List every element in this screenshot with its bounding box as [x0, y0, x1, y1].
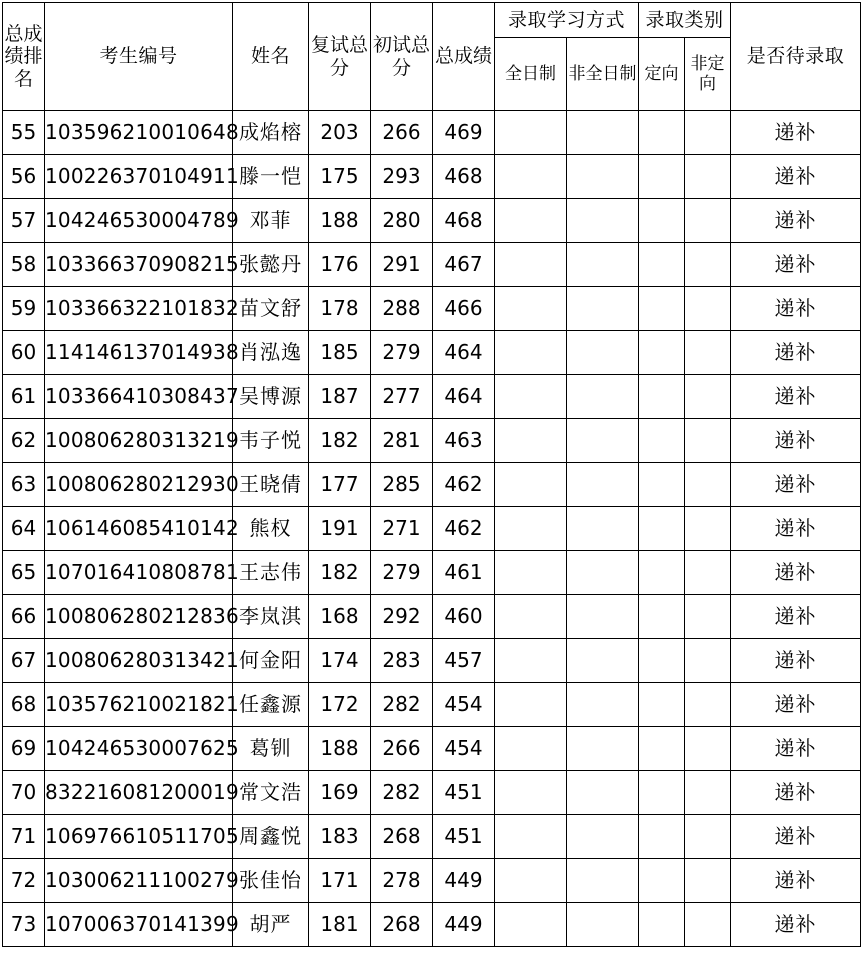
header-admission-type-directed: 定向 [639, 38, 685, 111]
cell-initial-score: 282 [371, 683, 433, 727]
cell-name: 苗文舒 [233, 287, 309, 331]
cell-initial-score: 288 [371, 287, 433, 331]
cell-status: 递补 [731, 111, 861, 155]
cell-status: 递补 [731, 243, 861, 287]
cell-retest-score: 171 [309, 859, 371, 903]
table-row [3, 551, 861, 595]
cell-admission-nondirected [685, 463, 731, 507]
cell-initial-score: 291 [371, 243, 433, 287]
cell-study-mode-parttime [567, 419, 639, 463]
cell-admission-directed [639, 859, 685, 903]
cell-status: 递补 [731, 903, 861, 947]
table-row [3, 859, 861, 903]
cell-admission-nondirected [685, 683, 731, 727]
cell-candidate-id: 832216081200019 [45, 771, 233, 815]
header-initial-score: 初试总分 [371, 3, 433, 111]
cell-admission-nondirected [685, 551, 731, 595]
header-study-mode-parttime: 非全日制 [567, 38, 639, 111]
cell-candidate-id: 103366322101832 [45, 287, 233, 331]
cell-admission-directed [639, 463, 685, 507]
cell-study-mode-parttime [567, 331, 639, 375]
cell-rank: 69 [3, 727, 45, 771]
cell-rank: 58 [3, 243, 45, 287]
cell-study-mode-fulltime [495, 199, 567, 243]
cell-candidate-id: 104246530004789 [45, 199, 233, 243]
cell-initial-score: 283 [371, 639, 433, 683]
cell-status: 递补 [731, 771, 861, 815]
cell-status: 递补 [731, 463, 861, 507]
header-study-mode-group: 录取学习方式 [495, 3, 639, 38]
cell-total-score: 462 [433, 463, 495, 507]
cell-initial-score: 266 [371, 727, 433, 771]
cell-candidate-id: 107016410808781 [45, 551, 233, 595]
cell-admission-directed [639, 771, 685, 815]
cell-admission-nondirected [685, 771, 731, 815]
cell-initial-score: 285 [371, 463, 433, 507]
cell-name: 王志伟 [233, 551, 309, 595]
cell-admission-directed [639, 111, 685, 155]
cell-study-mode-parttime [567, 551, 639, 595]
cell-retest-score: 169 [309, 771, 371, 815]
cell-rank: 62 [3, 419, 45, 463]
cell-status: 递补 [731, 683, 861, 727]
cell-rank: 72 [3, 859, 45, 903]
cell-initial-score: 271 [371, 507, 433, 551]
cell-admission-directed [639, 199, 685, 243]
cell-candidate-id: 114146137014938 [45, 331, 233, 375]
cell-retest-score: 183 [309, 815, 371, 859]
cell-study-mode-fulltime [495, 331, 567, 375]
cell-total-score: 457 [433, 639, 495, 683]
cell-retest-score: 188 [309, 199, 371, 243]
cell-total-score: 466 [433, 287, 495, 331]
cell-initial-score: 280 [371, 199, 433, 243]
cell-study-mode-parttime [567, 111, 639, 155]
cell-rank: 67 [3, 639, 45, 683]
cell-initial-score: 268 [371, 903, 433, 947]
table-header-row-1 [3, 3, 861, 38]
cell-initial-score: 278 [371, 859, 433, 903]
cell-admission-directed [639, 815, 685, 859]
cell-rank: 63 [3, 463, 45, 507]
cell-initial-score: 268 [371, 815, 433, 859]
cell-admission-nondirected [685, 639, 731, 683]
cell-initial-score: 282 [371, 771, 433, 815]
table-body [3, 111, 861, 947]
cell-retest-score: 185 [309, 331, 371, 375]
cell-rank: 61 [3, 375, 45, 419]
cell-candidate-id: 104246530007625 [45, 727, 233, 771]
cell-name: 王晓倩 [233, 463, 309, 507]
header-admission-type-group: 录取类别 [639, 3, 731, 38]
table-row [3, 815, 861, 859]
cell-name: 韦子悦 [233, 419, 309, 463]
cell-name: 李岚淇 [233, 595, 309, 639]
cell-study-mode-fulltime [495, 639, 567, 683]
cell-study-mode-fulltime [495, 903, 567, 947]
cell-name: 张佳怡 [233, 859, 309, 903]
cell-status: 递补 [731, 815, 861, 859]
cell-name: 张懿丹 [233, 243, 309, 287]
cell-candidate-id: 103366410308437 [45, 375, 233, 419]
table-row [3, 903, 861, 947]
header-total-score: 总成绩 [433, 3, 495, 111]
cell-rank: 65 [3, 551, 45, 595]
cell-status: 递补 [731, 859, 861, 903]
cell-retest-score: 174 [309, 639, 371, 683]
cell-study-mode-parttime [567, 375, 639, 419]
cell-rank: 73 [3, 903, 45, 947]
cell-candidate-id: 100806280212930 [45, 463, 233, 507]
cell-rank: 55 [3, 111, 45, 155]
cell-study-mode-fulltime [495, 859, 567, 903]
cell-study-mode-fulltime [495, 155, 567, 199]
cell-study-mode-parttime [567, 595, 639, 639]
cell-status: 递补 [731, 551, 861, 595]
cell-initial-score: 279 [371, 551, 433, 595]
cell-study-mode-fulltime [495, 683, 567, 727]
cell-admission-directed [639, 683, 685, 727]
cell-rank: 66 [3, 595, 45, 639]
cell-admission-nondirected [685, 815, 731, 859]
cell-study-mode-parttime [567, 463, 639, 507]
cell-status: 递补 [731, 287, 861, 331]
cell-study-mode-fulltime [495, 375, 567, 419]
cell-status: 递补 [731, 507, 861, 551]
cell-name: 肖泓逸 [233, 331, 309, 375]
table-row [3, 243, 861, 287]
cell-retest-score: 177 [309, 463, 371, 507]
cell-admission-nondirected [685, 287, 731, 331]
cell-candidate-id: 103366370908215 [45, 243, 233, 287]
cell-candidate-id: 107006370141399 [45, 903, 233, 947]
cell-rank: 57 [3, 199, 45, 243]
cell-name: 周鑫悦 [233, 815, 309, 859]
cell-total-score: 467 [433, 243, 495, 287]
cell-admission-nondirected [685, 903, 731, 947]
cell-candidate-id: 103006211100279 [45, 859, 233, 903]
cell-study-mode-parttime [567, 199, 639, 243]
cell-study-mode-parttime [567, 287, 639, 331]
cell-candidate-id: 103576210021821 [45, 683, 233, 727]
header-name: 姓名 [233, 3, 309, 111]
cell-total-score: 464 [433, 331, 495, 375]
cell-retest-score: 191 [309, 507, 371, 551]
cell-study-mode-fulltime [495, 463, 567, 507]
cell-retest-score: 168 [309, 595, 371, 639]
cell-study-mode-parttime [567, 639, 639, 683]
cell-name: 何金阳 [233, 639, 309, 683]
cell-candidate-id: 100226370104911 [45, 155, 233, 199]
cell-name: 葛钏 [233, 727, 309, 771]
cell-retest-score: 181 [309, 903, 371, 947]
cell-total-score: 460 [433, 595, 495, 639]
cell-status: 递补 [731, 199, 861, 243]
table-row [3, 419, 861, 463]
cell-study-mode-fulltime [495, 551, 567, 595]
cell-retest-score: 182 [309, 419, 371, 463]
cell-total-score: 449 [433, 903, 495, 947]
cell-total-score: 469 [433, 111, 495, 155]
cell-admission-nondirected [685, 199, 731, 243]
table-row [3, 727, 861, 771]
cell-rank: 59 [3, 287, 45, 331]
cell-retest-score: 176 [309, 243, 371, 287]
cell-retest-score: 187 [309, 375, 371, 419]
cell-initial-score: 281 [371, 419, 433, 463]
cell-admission-nondirected [685, 859, 731, 903]
cell-admission-nondirected [685, 111, 731, 155]
cell-retest-score: 203 [309, 111, 371, 155]
header-status: 是否待录取 [731, 3, 861, 111]
cell-admission-directed [639, 551, 685, 595]
cell-study-mode-fulltime [495, 287, 567, 331]
cell-status: 递补 [731, 639, 861, 683]
table-row [3, 287, 861, 331]
cell-admission-nondirected [685, 419, 731, 463]
cell-total-score: 449 [433, 859, 495, 903]
cell-study-mode-fulltime [495, 507, 567, 551]
cell-study-mode-fulltime [495, 815, 567, 859]
cell-candidate-id: 103596210010648 [45, 111, 233, 155]
cell-name: 成焰榕 [233, 111, 309, 155]
cell-study-mode-parttime [567, 683, 639, 727]
cell-study-mode-fulltime [495, 595, 567, 639]
header-rank: 总成绩排名 [3, 3, 45, 111]
cell-name: 任鑫源 [233, 683, 309, 727]
cell-admission-directed [639, 375, 685, 419]
cell-admission-nondirected [685, 155, 731, 199]
cell-initial-score: 293 [371, 155, 433, 199]
cell-retest-score: 182 [309, 551, 371, 595]
cell-name: 吴博源 [233, 375, 309, 419]
admission-score-table [2, 2, 861, 947]
cell-study-mode-fulltime [495, 771, 567, 815]
cell-study-mode-parttime [567, 903, 639, 947]
cell-total-score: 461 [433, 551, 495, 595]
cell-admission-directed [639, 331, 685, 375]
cell-retest-score: 175 [309, 155, 371, 199]
cell-admission-directed [639, 639, 685, 683]
cell-admission-directed [639, 903, 685, 947]
table-row [3, 155, 861, 199]
cell-initial-score: 292 [371, 595, 433, 639]
cell-total-score: 468 [433, 155, 495, 199]
cell-admission-directed [639, 287, 685, 331]
cell-admission-nondirected [685, 243, 731, 287]
cell-study-mode-parttime [567, 771, 639, 815]
cell-retest-score: 172 [309, 683, 371, 727]
header-admission-type-nondirected: 非定向 [685, 38, 731, 111]
cell-study-mode-parttime [567, 243, 639, 287]
cell-retest-score: 188 [309, 727, 371, 771]
table-row [3, 199, 861, 243]
cell-name: 熊权 [233, 507, 309, 551]
cell-status: 递补 [731, 419, 861, 463]
cell-total-score: 451 [433, 771, 495, 815]
cell-admission-directed [639, 727, 685, 771]
cell-study-mode-fulltime [495, 419, 567, 463]
cell-total-score: 463 [433, 419, 495, 463]
cell-total-score: 468 [433, 199, 495, 243]
cell-admission-directed [639, 595, 685, 639]
cell-study-mode-parttime [567, 815, 639, 859]
cell-status: 递补 [731, 375, 861, 419]
table-row [3, 595, 861, 639]
cell-study-mode-parttime [567, 155, 639, 199]
cell-admission-nondirected [685, 727, 731, 771]
cell-total-score: 451 [433, 815, 495, 859]
cell-total-score: 462 [433, 507, 495, 551]
cell-candidate-id: 100806280313421 [45, 639, 233, 683]
cell-candidate-id: 106976610511705 [45, 815, 233, 859]
cell-rank: 71 [3, 815, 45, 859]
cell-initial-score: 266 [371, 111, 433, 155]
cell-study-mode-fulltime [495, 727, 567, 771]
cell-initial-score: 277 [371, 375, 433, 419]
header-retest-score: 复试总分 [309, 3, 371, 111]
cell-name: 滕一恺 [233, 155, 309, 199]
cell-rank: 70 [3, 771, 45, 815]
cell-retest-score: 178 [309, 287, 371, 331]
cell-candidate-id: 106146085410142 [45, 507, 233, 551]
cell-status: 递补 [731, 595, 861, 639]
table-row [3, 507, 861, 551]
cell-status: 递补 [731, 331, 861, 375]
table-row [3, 375, 861, 419]
cell-study-mode-fulltime [495, 111, 567, 155]
cell-name: 胡严 [233, 903, 309, 947]
cell-candidate-id: 100806280313219 [45, 419, 233, 463]
cell-admission-nondirected [685, 507, 731, 551]
cell-total-score: 464 [433, 375, 495, 419]
cell-name: 邓菲 [233, 199, 309, 243]
table-row [3, 639, 861, 683]
cell-admission-directed [639, 155, 685, 199]
cell-rank: 68 [3, 683, 45, 727]
table-row [3, 331, 861, 375]
cell-admission-directed [639, 419, 685, 463]
cell-status: 递补 [731, 155, 861, 199]
cell-total-score: 454 [433, 727, 495, 771]
cell-rank: 56 [3, 155, 45, 199]
cell-rank: 64 [3, 507, 45, 551]
cell-admission-directed [639, 243, 685, 287]
cell-name: 常文浩 [233, 771, 309, 815]
cell-study-mode-parttime [567, 859, 639, 903]
cell-rank: 60 [3, 331, 45, 375]
cell-admission-nondirected [685, 331, 731, 375]
cell-admission-nondirected [685, 375, 731, 419]
cell-study-mode-fulltime [495, 243, 567, 287]
table-row [3, 463, 861, 507]
table-row [3, 111, 861, 155]
header-study-mode-fulltime: 全日制 [495, 38, 567, 111]
cell-study-mode-parttime [567, 727, 639, 771]
table-row [3, 683, 861, 727]
cell-admission-directed [639, 507, 685, 551]
cell-study-mode-parttime [567, 507, 639, 551]
cell-initial-score: 279 [371, 331, 433, 375]
cell-candidate-id: 100806280212836 [45, 595, 233, 639]
table-row [3, 771, 861, 815]
cell-total-score: 454 [433, 683, 495, 727]
header-candidate-id: 考生编号 [45, 3, 233, 111]
cell-status: 递补 [731, 727, 861, 771]
cell-admission-nondirected [685, 595, 731, 639]
